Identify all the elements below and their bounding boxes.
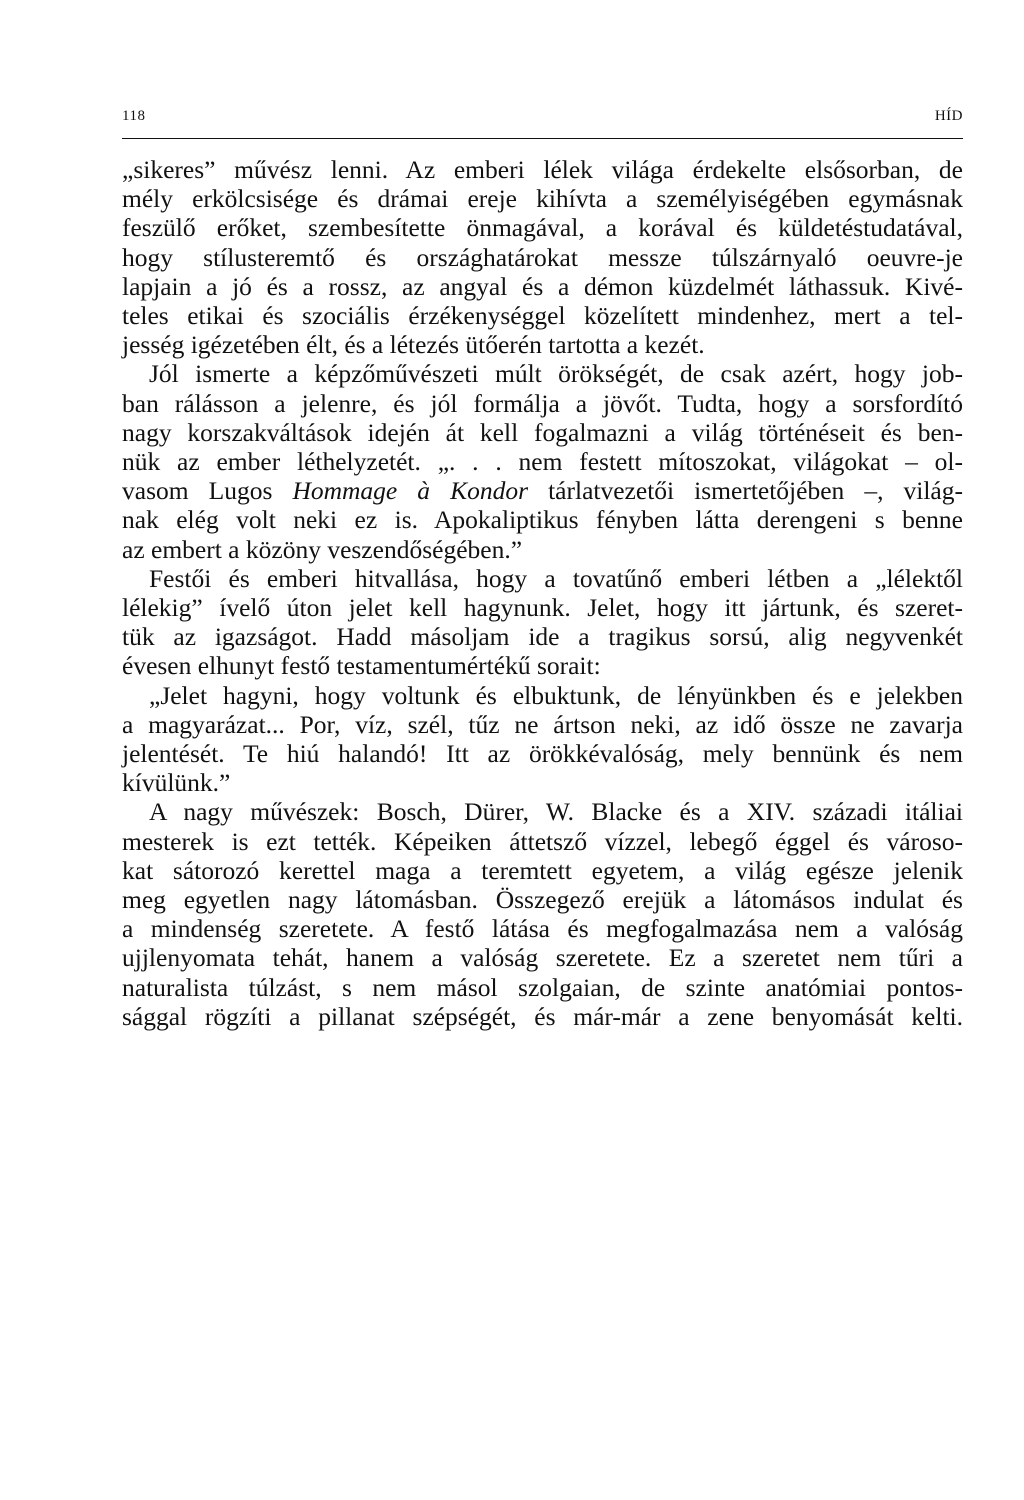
text-line: nük az ember léthelyzetét. „. . . nem festett mítoszokat, világokat – ol- <box>122 447 963 477</box>
italic-title: Hommage à Kondor <box>292 476 529 506</box>
body-text <box>122 155 963 1031</box>
text-line: naturalista túlzást, s nem másol szolgaian, de szinte anatómiai pontos- <box>122 972 963 1002</box>
text-line: vasom Lugos Hommage à Kondor tárlatvezetői ismertetőjében –, világ- <box>122 476 963 506</box>
running-title: HÍD <box>934 108 963 124</box>
text-line: ban rálásson a jelenre, és jól formálja a jövőt. Tudta, hogy a sorsfordító <box>122 388 963 418</box>
text-line: A nagy művészek: Bosch, Dürer, W. Blacke és a XIV. századi itáliai <box>149 797 963 827</box>
text-line: jelentését. Te hiú halandó! Itt az örökkévalóság, mely bennünk és nem <box>122 739 963 769</box>
text-line: sággal rögzíti a pillanat szépségét, és már-már a zene benyomását kelti. <box>122 1001 963 1031</box>
text-line: az embert a közöny veszendőségében.” <box>122 534 523 564</box>
page-number: 118 <box>122 108 146 124</box>
text-line: a mindenség szeretete. A festő látása és megfogalmazása nem a valóság <box>122 914 963 944</box>
text-line: a magyarázat... Por, víz, szél, tűz ne ártson neki, az idő össze ne zavarja <box>122 709 963 739</box>
text-line: mesterek is ezt tették. Képeiken áttetsző vízzel, lebegő éggel és városo- <box>122 826 963 856</box>
text-line: teles etikai és szociális érzékenységgel közelített mindenhez, mert a tel- <box>122 301 963 331</box>
text-line: „Jelet hagyni, hogy voltunk és elbuktunk, de lényünkben és e jelekben <box>149 680 963 710</box>
text-line: ujjlenyomata tehát, hanem a valóság szeretete. Ez a szeretet nem tűri a <box>122 943 963 973</box>
text-line: nagy korszakváltások idején át kell fogalmazni a világ történéseit és ben- <box>122 417 963 447</box>
running-header <box>122 108 963 125</box>
header-rule <box>122 138 963 139</box>
text-line: tük az igazságot. Hadd másoljam ide a tragikus sorsú, alig negyvenkét <box>122 622 963 652</box>
text-line: kat sátorozó kerettel maga a teremtett egyetem, a világ egésze jelenik <box>122 855 963 885</box>
text-line: Jól ismerte a képzőművészeti múlt örökségét, de csak azért, hogy job- <box>149 359 963 389</box>
text-line: „sikeres” művész lenni. Az emberi lélek világa érdekelte elsősorban, de <box>122 155 963 184</box>
text-line: meg egyetlen nagy látomásban. Összegező erejük a látomásos indulat és <box>122 885 963 915</box>
text-line: mély erkölcsisége és drámai ereje kihívta a személyiségében egymásnak <box>122 184 963 214</box>
text-line: nak elég volt neki ez is. Apokaliptikus fényben látta derengeni s benne <box>122 505 963 535</box>
text-line: lélekig” ívelő úton jelet kell hagynunk. Jelet, hogy itt jártunk, és szeret- <box>122 593 963 623</box>
text-line: évesen elhunyt festő testamentumértékű sorait: <box>122 651 601 681</box>
text-line: feszülő erőket, szembesítette önmagával, a korával és küldetéstudatával, <box>122 213 963 243</box>
text-line: hogy stílusteremtő és országhatárokat messze túlszárnyaló oeuvre-je <box>122 242 963 272</box>
text-line: kívülünk.” <box>122 768 231 798</box>
text-line: jesség igézetében élt, és a létezés ütőerén tartotta a kezét. <box>122 330 705 360</box>
text-line: Festői és emberi hitvallása, hogy a tovatűnő emberi létben a „lélektől <box>149 563 963 593</box>
text-line: lapjain a jó és a rossz, az angyal és a démon küzdelmét láthassuk. Kivé- <box>122 271 963 301</box>
